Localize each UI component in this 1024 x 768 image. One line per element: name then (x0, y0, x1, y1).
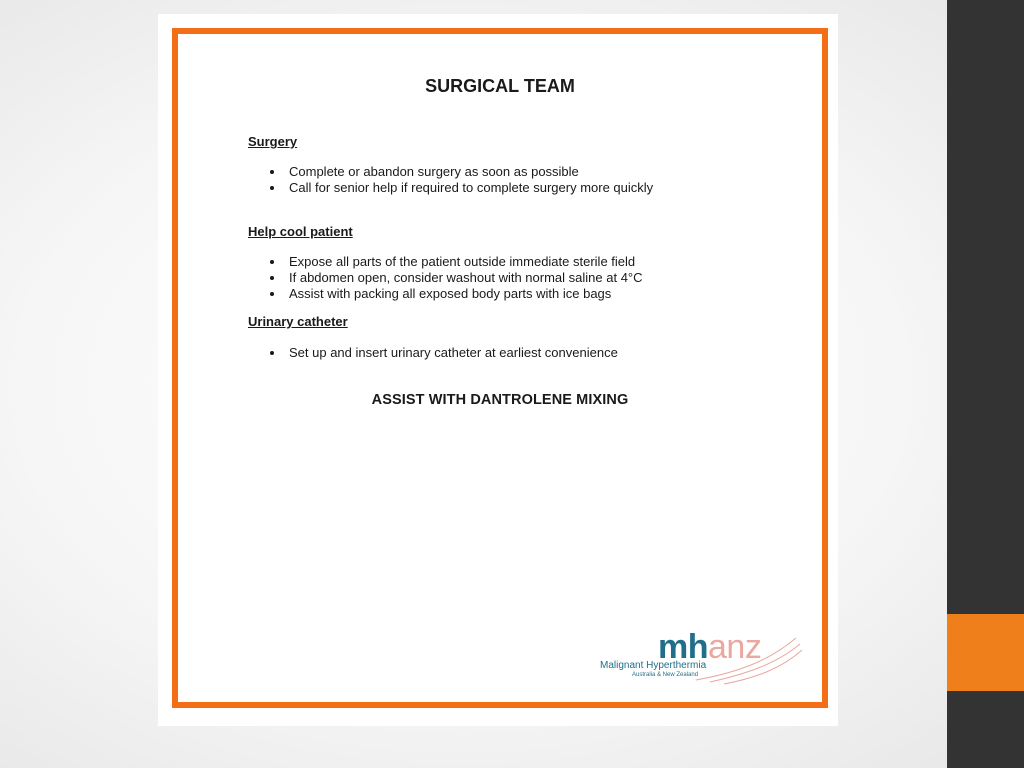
logo-subtagline: Australia & New Zealand (632, 672, 699, 678)
list-item: Set up and insert urinary catheter at earliest convenience (270, 345, 618, 361)
section-heading-urinary-catheter: Urinary catheter (248, 314, 348, 329)
list-item: Assist with packing all exposed body parts with ice bags (270, 286, 643, 302)
section-heading-cool-patient: Help cool patient (248, 224, 353, 239)
document-title: SURGICAL TEAM (425, 76, 575, 96)
bullet-list-cool-patient (270, 254, 643, 302)
list-item: If abdomen open, consider washout with normal saline at 4°C (270, 270, 643, 286)
bullet-list-urinary-catheter (270, 345, 618, 361)
sidebar-accent-block (947, 614, 1024, 691)
list-item: Call for senior help if required to complete surgery more quickly (270, 180, 653, 196)
list-item: Complete or abandon surgery as soon as possible (270, 164, 653, 180)
logo-tagline: Malignant Hyperthermia (600, 660, 707, 671)
logo-anz: anz (708, 628, 762, 666)
document-frame (172, 28, 828, 708)
mhanz-logo (600, 630, 810, 686)
list-item: Expose all parts of the patient outside immediate sterile field (270, 254, 643, 270)
section-heading-surgery: Surgery (248, 134, 298, 149)
logo-mh: mh (658, 628, 708, 666)
logo-wordmark (658, 630, 761, 664)
bullet-list-surgery (270, 164, 653, 196)
assist-note: ASSIST WITH DANTROLENE MIXING (371, 392, 629, 408)
